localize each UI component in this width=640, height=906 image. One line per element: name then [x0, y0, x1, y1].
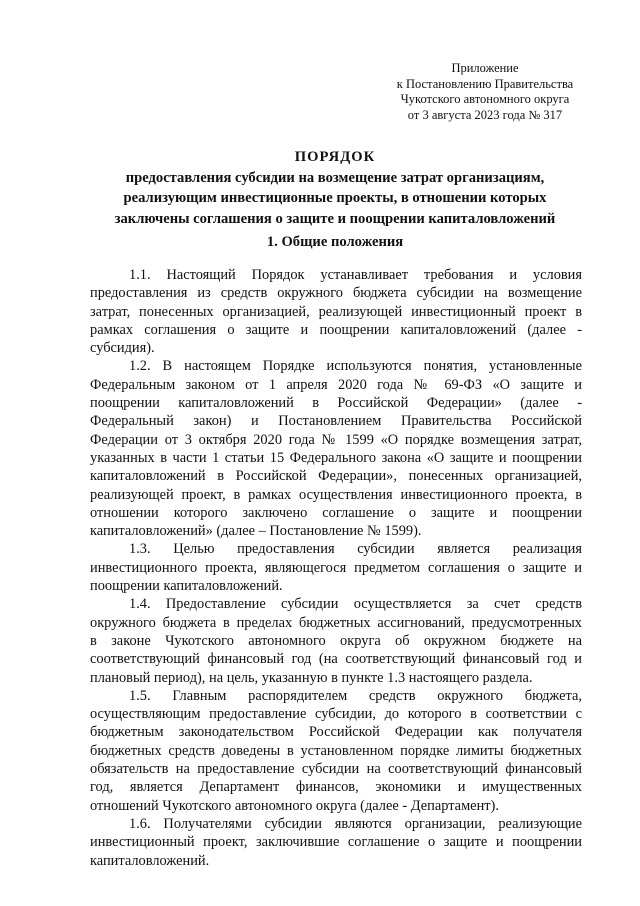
paragraph-line: 1.3. Целью предоставления субсидии является реализация	[129, 541, 582, 558]
body-text	[90, 266, 582, 870]
paragraph-line: затрат, понесенных организацией, реализующей инвестиционный проект в	[90, 303, 582, 320]
subtitle-line: предоставления субсидии на возмещение затрат организациям,	[125, 170, 545, 186]
paragraph-line: инвестиционный проект, заключившие соглашение о защите и поощрении	[90, 834, 582, 851]
paragraph-line: указанных в части 1 статьи 15 Федерального закона «О защите и поощрении	[90, 449, 582, 466]
paragraph-line: Федеральный закон) и Постановлением Правительства Российской	[90, 413, 582, 430]
paragraph-line: рамках соглашения о защите и поощрении капиталовложений (далее -	[90, 321, 582, 338]
paragraph-line: 1.4. Предоставление субсидии осуществляется за счет средств	[129, 596, 582, 613]
paragraph-line: 1.5. Главным распорядителем средств окружного бюджета,	[129, 687, 582, 704]
paragraph-line: 1.1. Настоящий Порядок устанавливает требования и условия	[129, 267, 582, 283]
paragraph-line: обязательств на предоставление субсидии на соответствующий финансовый	[90, 761, 582, 778]
paragraph-line: в законе Чукотского автономного округа об окружном бюджете на	[90, 632, 582, 649]
paragraph-line: субсидия).	[90, 340, 155, 357]
paragraph-3	[90, 540, 582, 595]
document-title: ПОРЯДОК	[294, 149, 376, 165]
subtitle-line: заключены соглашения о защите и поощрении капиталовложений	[114, 210, 556, 227]
paragraph-line: осуществляющим предоставление субсидии, до которого в соответствии с	[90, 706, 582, 723]
paragraph-line: отношений Чукотского автономного округа (далее - Департамент).	[90, 797, 499, 814]
paragraph-1	[90, 266, 582, 357]
paragraph-line: Федерации от 3 октября 2020 года № 1599 «О порядке возмещения затрат,	[90, 431, 582, 448]
paragraph-5	[90, 687, 582, 815]
paragraph-line: реализующей проект, в рамках осуществления инвестиционного проекта, в	[90, 486, 582, 503]
document-subtitle	[90, 168, 580, 229]
appendix-line: Приложение	[451, 61, 519, 75]
paragraph-line: предоставления из средств окружного бюджета субсидии на возмещение	[90, 285, 582, 302]
appendix-line: Чукотского автономного округа	[400, 92, 570, 106]
paragraph-line: отношении которого заключено соглашение о защите и поощрении	[90, 504, 582, 521]
paragraph-line: капиталовложений в Российской Федерации», понесенных организацией,	[90, 468, 582, 485]
paragraph-line: инвестиционного проекта, являющегося предметом соглашения о защите и	[90, 559, 582, 576]
paragraph-line: 1.2. В настоящем Порядке используются понятия, установленные	[129, 358, 582, 375]
paragraph-line: окружного бюджета в пределах бюджетных ассигнований, предусмотренных	[90, 614, 582, 631]
subtitle-line: реализующим инвестиционные проекты, в отношении которых	[123, 190, 547, 207]
paragraph-line: год, является Департамент финансов, экономики и имущественных	[90, 779, 582, 796]
paragraph-2	[90, 357, 582, 540]
paragraph-line: 1.6. Получателями субсидии являются организации, реализующие	[129, 815, 582, 832]
paragraph-line: поощрении капиталовложений в Российской Федерации» (далее -	[90, 395, 582, 412]
paragraph-line: Федеральным законом от 1 апреля 2020 года № 69-ФЗ «О защите и	[90, 376, 582, 393]
appendix-line: от 3 августа 2023 года № 317	[407, 107, 563, 122]
paragraph-line: капиталовложений.	[90, 852, 210, 869]
appendix-line: к Постановлению Правительства	[396, 76, 574, 91]
paragraph-line: плановый период), на цель, указанную в пункте 1.3 настоящего раздела.	[90, 669, 533, 686]
paragraph-line: бюджетных средств доведены в установленном порядке лимиты бюджетных	[90, 742, 582, 759]
paragraph-line: капиталовложений» (далее – Постановление № 1599).	[90, 523, 422, 540]
section-heading: 1. Общие положения	[266, 234, 404, 250]
appendix-block	[380, 61, 590, 123]
paragraph-6	[90, 815, 582, 870]
paragraph-line: бюджетным законодательством Российской Федерации как получателя	[90, 724, 582, 741]
paragraph-4	[90, 595, 582, 686]
paragraph-line: соответствующий финансовый год (на соответствующий финансовый год и	[90, 651, 582, 668]
paragraph-line: поощрении капиталовложений.	[90, 578, 283, 595]
